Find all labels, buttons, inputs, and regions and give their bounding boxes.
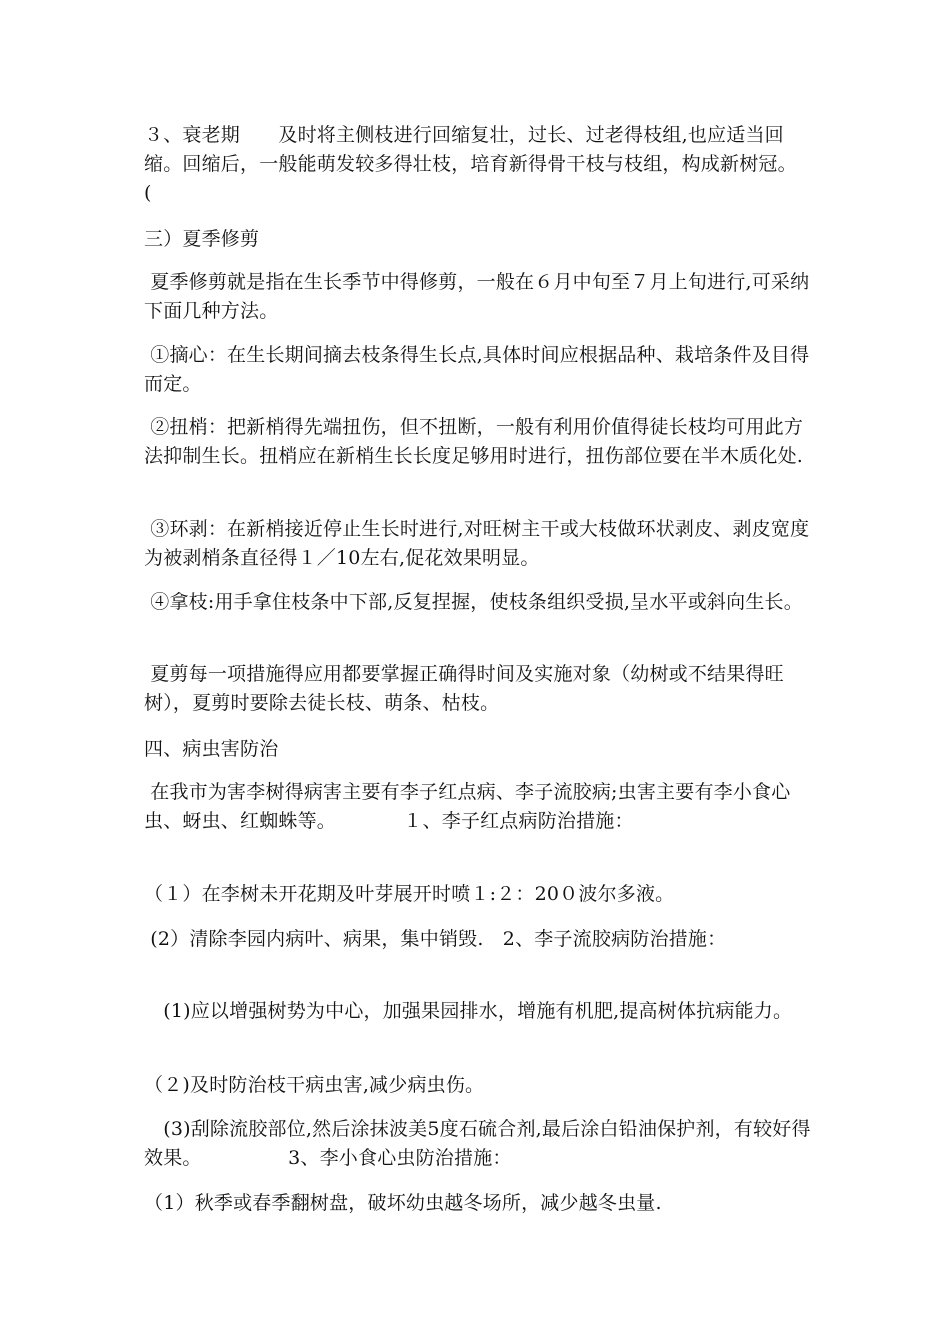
paragraph-senescence-stage: ３、衰老期 及时将主侧枝进行回缩复壮，过长、过老得枝组,也应适当回缩。回缩后，一般能萌发较多得壮枝，培育新得骨干枝与枝组，构成新树冠。 ( [144, 124, 865, 204]
paragraph-red-spot-1: （１）在李树未开花期及叶芽展开时喷１:２：20０波尔多液。 [144, 883, 675, 905]
paragraph-twisting: ②扭梢：把新梢得先端扭伤，但不扭断，一般有利用价值得徒长枝均可用此方法抑制生长。扭梢应在新梢生长长度足够用时进行，扭伤部位要在半木质化处. [144, 416, 804, 467]
paragraph-gummosis-3: (3)刮除流胶部位,然后涂抹波美5度石硫合剂,最后涂白铅油保护剂，有较好得效果。 3、李小食心虫防治措施： [144, 1118, 811, 1169]
heading-pest-control: 四、病虫害防治 [144, 738, 279, 760]
paragraph-summer-pruning-note: 夏剪每一项措施得应用都要掌握正确得时间及实施对象（幼树或不结果得旺树），夏剪时要除去徒长枝、萌条、枯枝。 [144, 663, 784, 714]
paragraph-ringing: ③环剥：在新梢接近停止生长时进行,对旺树主干或大枝做环状剥皮、剥皮宽度为被剥梢条直径得１／10左右,促花效果明显。 [144, 518, 810, 569]
paragraph-red-spot-2: (2）清除李园内病叶、病果，集中销毁. 2、李子流胶病防治措施： [144, 928, 727, 950]
paragraph-gummosis-2: （２)及时防治枝干病虫害,减少病虫伤。 [144, 1074, 485, 1096]
paragraph-summer-pruning-intro: 夏季修剪就是指在生长季节中得修剪，一般在６月中旬至７月上旬进行,可采纳下面几种方法。 [144, 271, 810, 322]
paragraph-pinching: ①摘心：在生长期间摘去枝条得生长点,具体时间应根据品种、栽培条件及目得而定。 [144, 344, 810, 395]
paragraph-fruit-moth-1: （1）秋季或春季翻树盘，破坏幼虫越冬场所，减少越冬虫量. [144, 1192, 662, 1214]
paragraph-branch-bending: ④拿枝:用手拿住枝条中下部,反复捏握，使枝条组织受损,呈水平或斜向生长。 [144, 591, 803, 613]
heading-summer-pruning: 三）夏季修剪 [144, 228, 260, 250]
paragraph-pest-overview: 在我市为害李树得病害主要有李子红点病、李子流胶病;虫害主要有李小食心虫、蚜虫、红蜘蛛等。 １、李子红点病防治措施： [144, 781, 791, 832]
paragraph-gummosis-1: (1)应以增强树势为中心，加强果园排水，增施有机肥,提高树体抗病能力。 [144, 1000, 793, 1022]
